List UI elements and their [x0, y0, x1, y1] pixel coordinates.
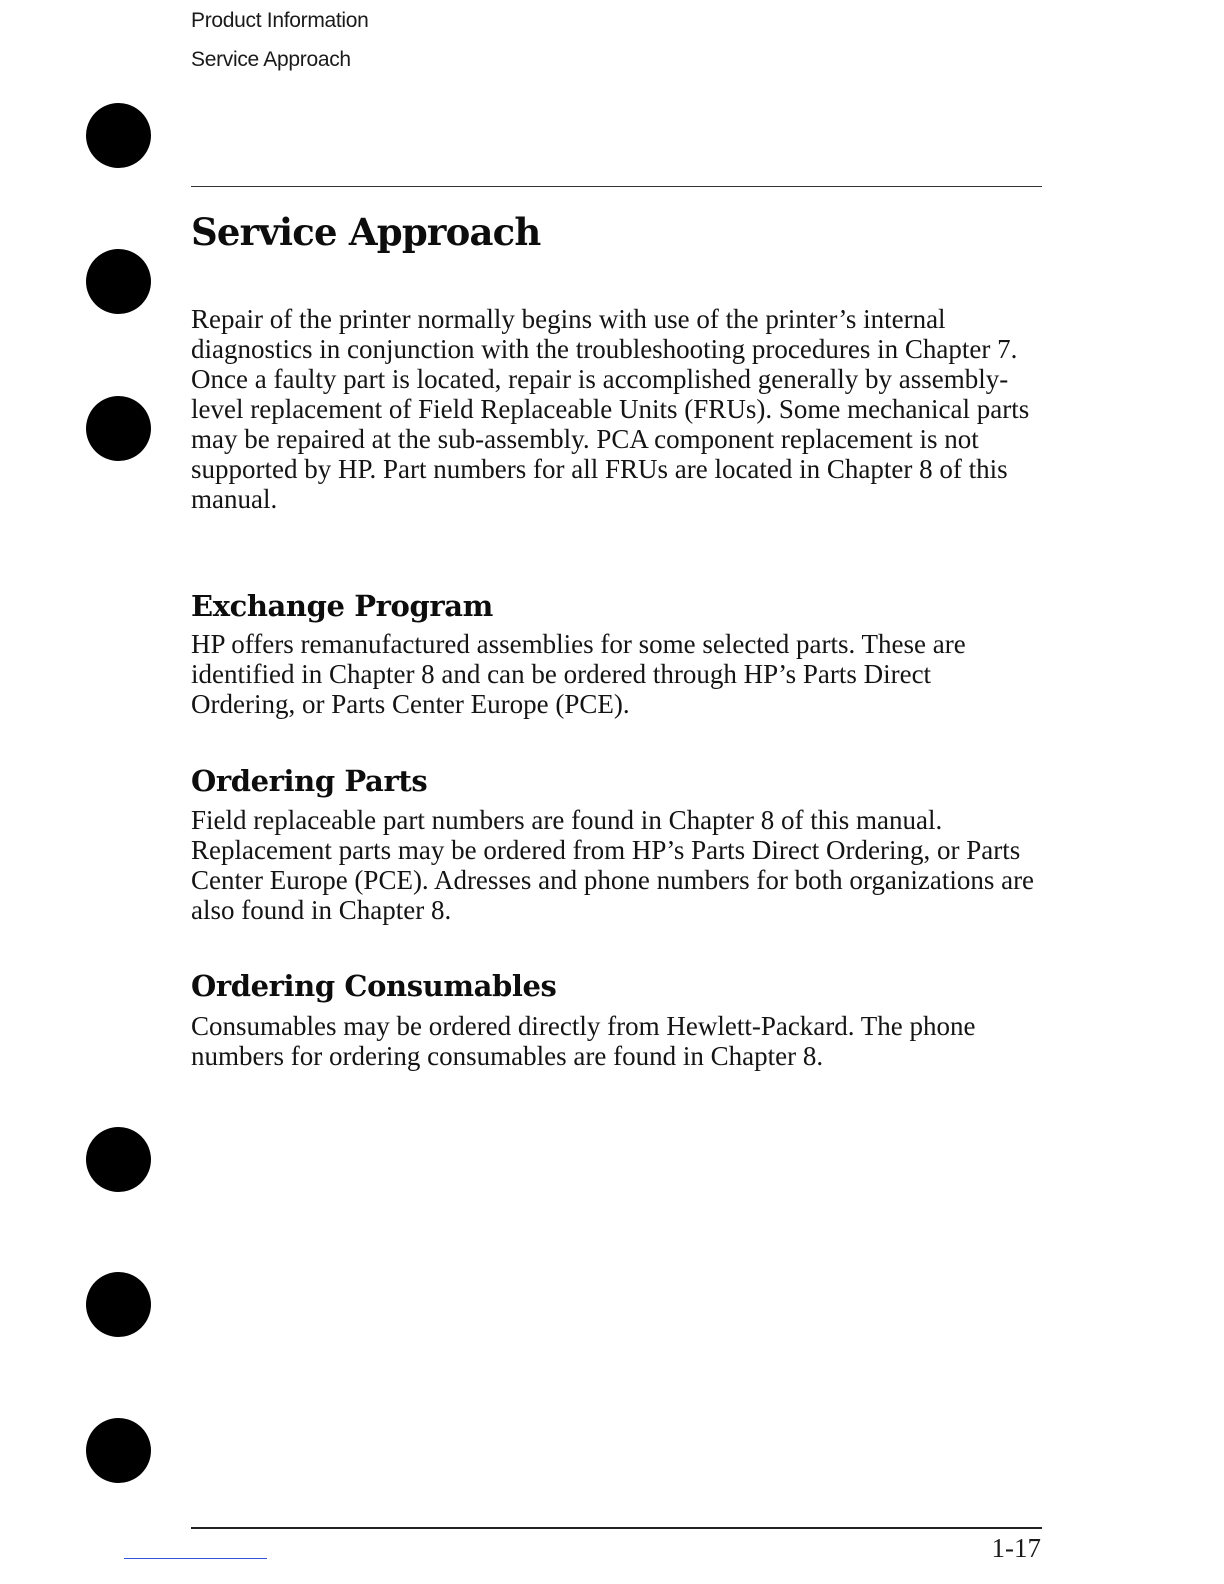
binder-hole: [86, 103, 151, 168]
intro-paragraph: Repair of the printer normally begins with use of the printer’s internal diagnostics in conjunction with the troubleshooting procedures in Chapter 7. Once a faulty part is located, repair is accomplished generally by assembly-level replacement of Field Replaceable Units (FRUs). Some mechanical parts may be repaired at the sub-assembly. PCA component replacement is not supported by HP. Part numbers for all FRUs are located in Chapter 8 of this manual.: [191, 304, 1030, 514]
binder-hole: [86, 249, 151, 314]
binder-hole: [86, 396, 151, 461]
running-head-chapter: Product Information: [191, 9, 369, 32]
section-heading-ordering-consumables: Ordering Consumables: [191, 969, 557, 1003]
section-heading-exchange-program: Exchange Program: [191, 589, 493, 623]
page-number: 1-17: [991, 1533, 1041, 1563]
page-title: Service Approach: [191, 210, 541, 254]
binder-hole: [86, 1418, 151, 1483]
section-body-ordering-consumables: Consumables may be ordered directly from Hewlett-Packard. The phone numbers for ordering consumables are found in Chapter 8.: [191, 1011, 976, 1071]
section-body-ordering-parts: Field replaceable part numbers are found in Chapter 8 of this manual. Replacement parts may be ordered from HP’s Parts Direct Ordering, or Parts Center Europe (PCE). Adresses and phone numbers for both organizations are also found in Chapter 8.: [191, 805, 1035, 925]
bottom-divider: [191, 1527, 1042, 1529]
running-head-section: Service Approach: [191, 48, 351, 71]
top-divider: [191, 186, 1042, 187]
binder-hole: [86, 1272, 151, 1337]
section-body-exchange-program: HP offers remanufactured assemblies for some selected parts. These are identified in Chapter 8 and can be ordered through HP’s Parts Direct Ordering, or Parts Center Europe (PCE).: [191, 629, 966, 719]
section-heading-ordering-parts: Ordering Parts: [191, 764, 428, 798]
scan-artifact-line: [124, 1558, 267, 1559]
binder-hole: [86, 1127, 151, 1192]
